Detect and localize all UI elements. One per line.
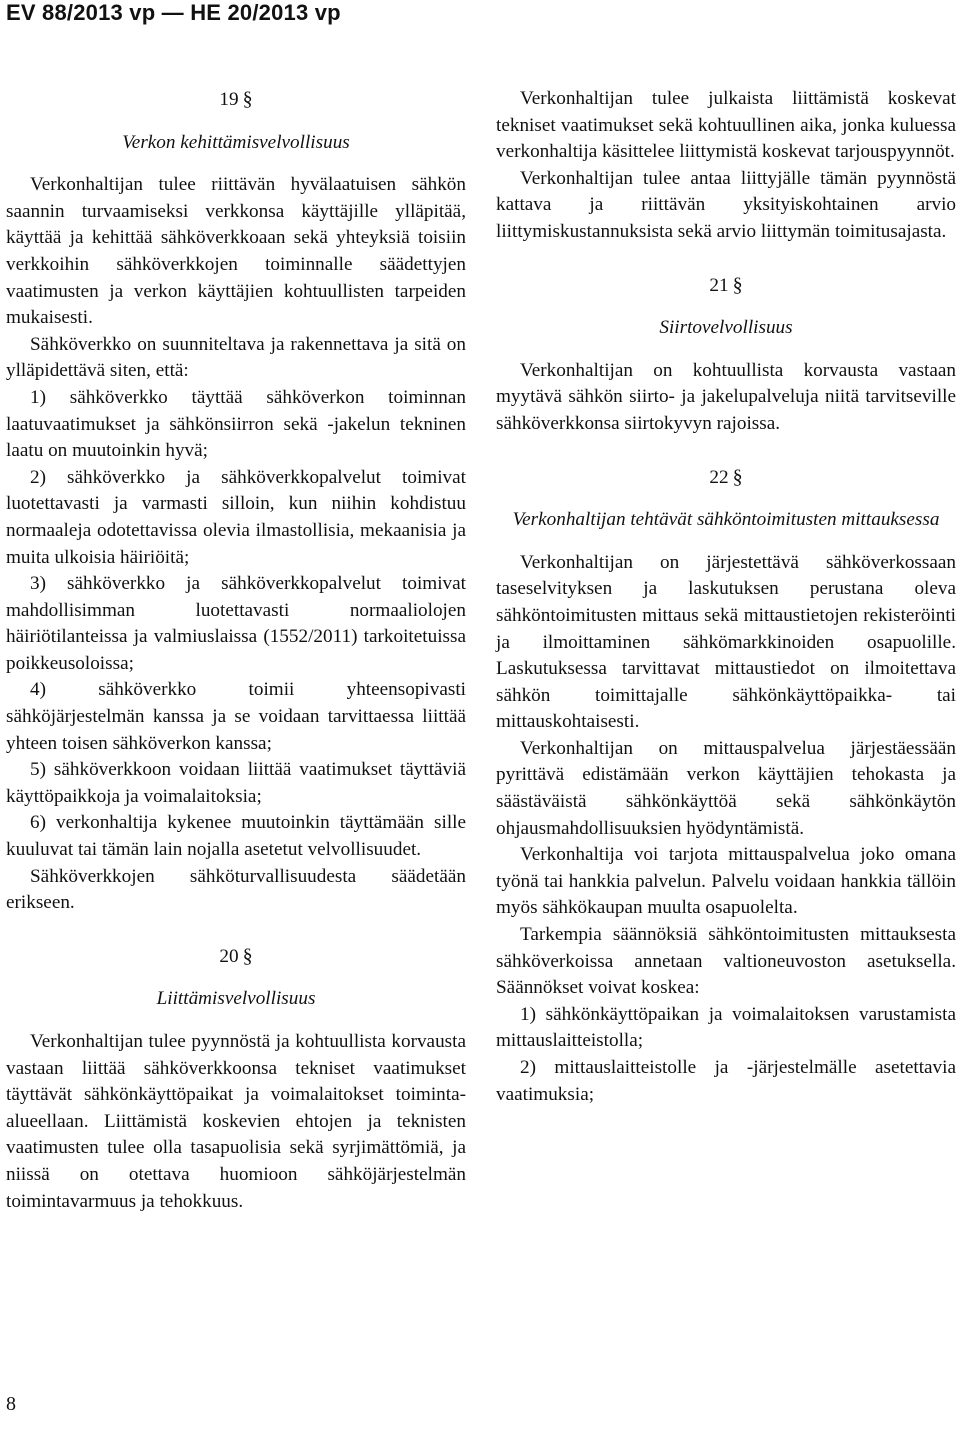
section-19-heading [6, 86, 466, 114]
section-number: 19 [219, 89, 239, 110]
paragraph: Tarkempia säännöksiä sähköntoimitusten mittauksesta sähköverkoissa annetaan valtioneuvoston asetuksella. Säännökset voivat koskea: [496, 924, 956, 999]
list-item: 4) sähköverkko toimii yhteensopivasti sähköjärjestelmän kanssa ja se voidaan tarvittaessa liittää yhteen toisen sähköverkon kanssa; [6, 679, 466, 754]
section-22-title: Verkonhaltijan tehtävät sähköntoimitusten mittauksessa [512, 509, 940, 531]
list-item: 2) mittauslaitteistolle ja -järjestelmälle asetettavia vaatimuksia; [496, 1057, 956, 1105]
paragraph: Verkonhaltijan on järjestettävä sähköverkossaan taseselvityksen ja laskutuksen perustana oleva sähköntoimitusten mittaus sekä mittaustietojen rekisteröinti ja ilmoittaminen sähkömarkkinoiden osapuolille. Laskutuksessa tarvittavat mittaustiedot on ilmoitettava sähkön toimittajalle sähkönkäyttöpaikka- tai mittauskohtaisesti. [496, 551, 956, 733]
section-sign: § [732, 465, 743, 488]
paragraph: Verkonhaltija voi tarjota mittauspalvelua joko omana työnä tai hankkia palvelun. Palvelu voidaan hankkia tällöin myös sähkökaupan muulta osapuolelta. [496, 844, 956, 919]
section-number: 20 [219, 945, 239, 967]
section-19-title: Verkon kehittämisvelvollisuus [122, 131, 350, 153]
paragraph: Verkonhaltijan on mittauspalvelua järjestäessään pyrittävä edistämään verkon käyttäjien tehokasta ja säästäväistä sähkönkäyttöä sekä sähkönkäytön ohjausmahdollisuuksien hyödyntämistä. [496, 737, 956, 839]
section-sign: § [732, 273, 743, 296]
paragraph: Verkonhaltijan tulee riittävän hyvälaatuisen sähkön saannin turvaamiseksi verkkonsa käyttäjille ylläpitää, käyttää ja kehittää sähköverkkoaan sekä yhteyksiä toisiin verkkoihin sähköverkkojen toiminnalle säädettyjen vaatimusten ja verkon käyttäjien kohtuullisten tarpeiden mukaisesti. [6, 174, 466, 329]
left-column [6, 86, 466, 1215]
section-20-title: Liittämisvelvollisuus [156, 988, 316, 1010]
running-header: EV 88/2013 vp — HE 20/2013 vp [6, 0, 341, 25]
paragraph: Verkonhaltijan tulee antaa liittyjälle tämän pyynnöstä kattava ja riittävän yksityiskohtainen arvio liittymiskustannuksista sekä arvio liittymän toimitusajasta. [496, 167, 956, 242]
section-22-heading [496, 464, 956, 492]
section-20-heading [6, 943, 466, 971]
list-item: 3) sähköverkko ja sähköverkkopalvelut toimivat mahdollisimman luotettavasti normaaliolojen häiriötilanteissa ja valmiuslaissa (1552/2011) tarkoitetuissa poikkeusoloissa; [6, 573, 466, 674]
list-item: 1) sähköverkko täyttää sähköverkon toiminnan laatuvaatimukset ja sähkönsiirron sekä -jakelun tekninen laatu on muutoinkin hyvä; [6, 386, 466, 462]
paragraph: Verkonhaltijan tulee pyynnöstä ja kohtuullista korvausta vastaan liittää sähköverkkoonsa tekniset vaatimukset täyttävät sähkönkäyttöpaikat ja voimalaitokset toiminta-alueellaan. Liittämistä koskevien ehtojen ja teknisten vaatimusten tulee olla tasapuolisia sekä syrjimättömiä, ja niissä on otettava huomioon sähköjärjestelmän toimintavarmuus ja tehokkuus. [6, 1031, 466, 1212]
section-number: 21 [709, 274, 729, 296]
section-21-heading [496, 272, 956, 300]
paragraph: Verkonhaltijan tulee julkaista liittämistä koskevat tekniset vaatimukset sekä kohtuullinen aika, jonka kuluessa verkonhaltija käsittelee liittymistä koskevat tarjouspyynnöt. [496, 88, 956, 163]
list-item: 5) sähköverkkoon voidaan liittää vaatimukset täyttäviä käyttöpaikkoja ja voimalaitoksia; [6, 759, 466, 807]
list-item: 6) verkonhaltija kykenee muutoinkin täyttämään sille kuuluvat tai tämän lain nojalla asetetut velvollisuudet. [6, 812, 466, 861]
section-sign: § [242, 88, 253, 110]
section-number: 22 [709, 466, 729, 488]
section-21-title: Siirtovelvollisuus [659, 317, 793, 339]
paragraph: Sähköverkko on suunniteltava ja rakennettava ja sitä on ylläpidettävä siten, että: [6, 333, 466, 382]
right-column [496, 86, 956, 1108]
page-number: 8 [6, 1393, 16, 1415]
list-item: 2) sähköverkko ja sähköverkkopalvelut toimivat luotettavasti ja varmasti silloin, kun niihin kohdistuu normaaleja odotettavissa olevia ilmastollisia, mekaanisia ja muita ulkoisia häiriöitä; [6, 466, 466, 568]
paragraph: Sähköverkkojen sähköturvallisuudesta säädetään erikseen. [6, 865, 466, 914]
section-sign: § [242, 944, 253, 967]
list-item: 1) sähkönkäyttöpaikan ja voimalaitoksen varustamista mittauslaitteistolla; [496, 1003, 956, 1052]
paragraph: Verkonhaltijan on kohtuullista korvausta vastaan myytävä sähkön siirto- ja jakelupalveluja niitä tarvitseville sähköverkkonsa siirtokyvyn rajoissa. [496, 359, 956, 434]
